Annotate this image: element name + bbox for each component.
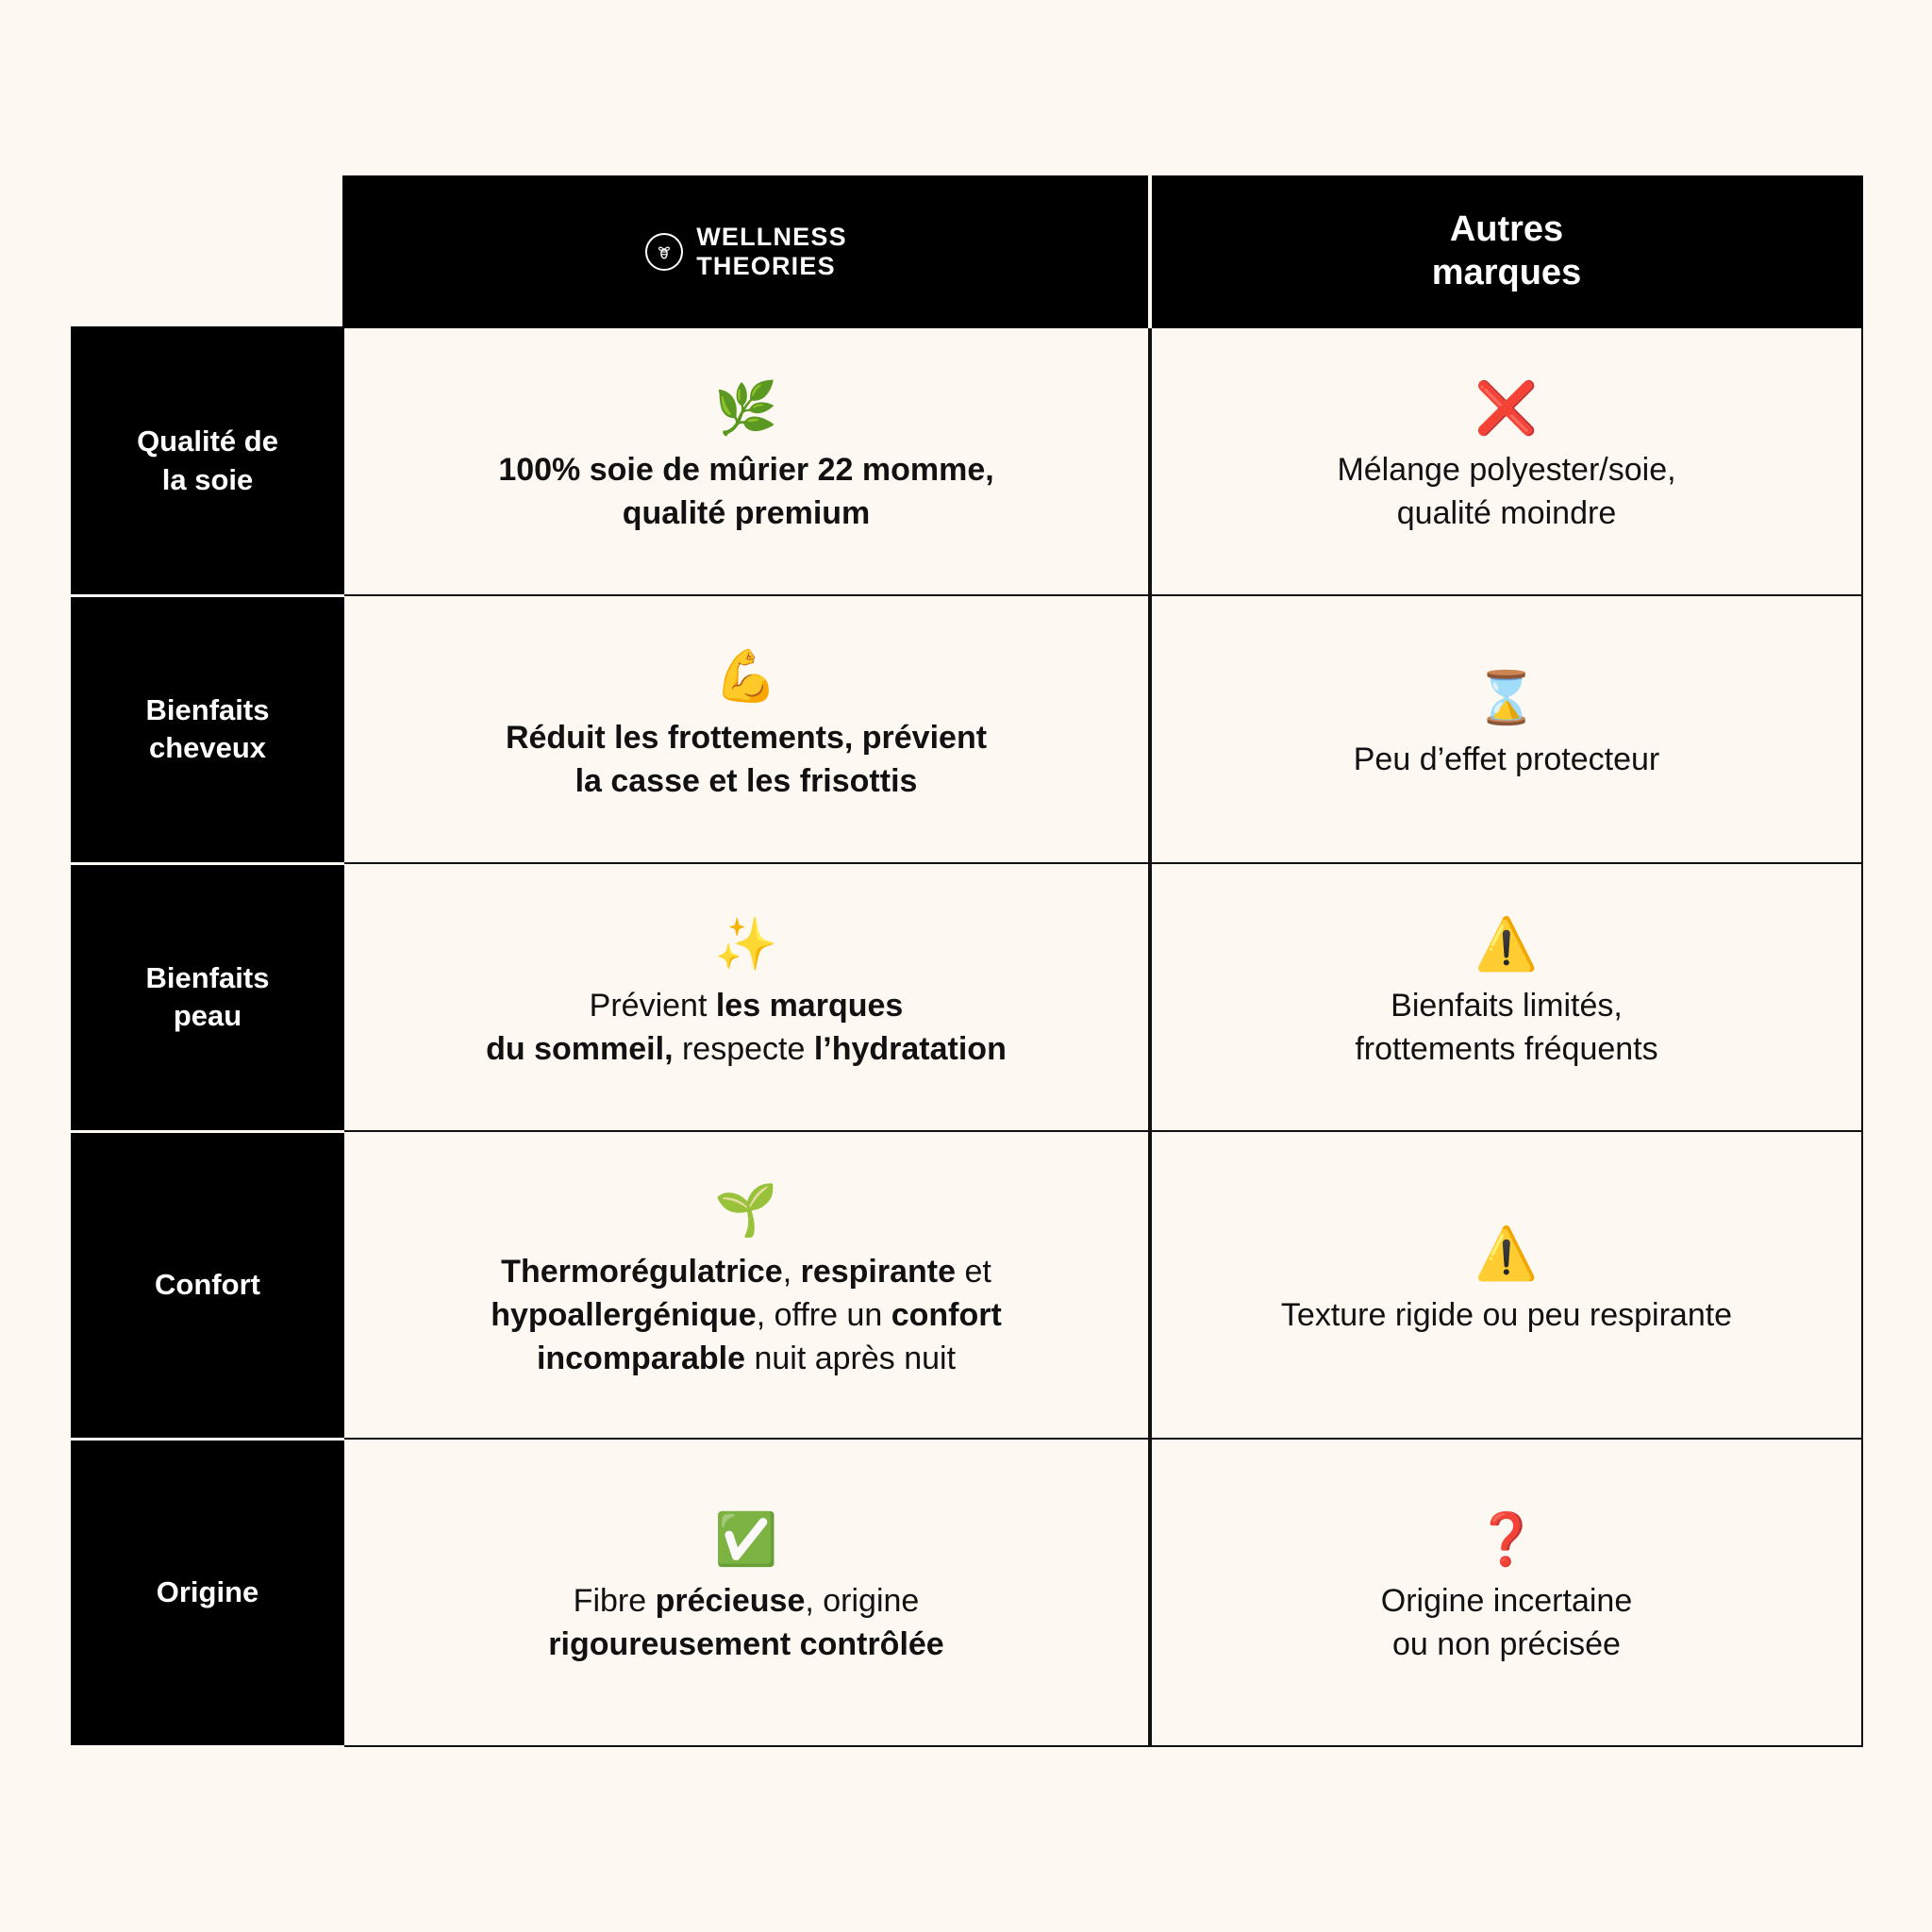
other-cell-bienfaits-peau xyxy=(1150,863,1862,1131)
brand-cell-bienfaits-peau xyxy=(343,863,1150,1131)
brand-name xyxy=(696,223,847,282)
brand-cell-text: Réduit les frottements, prévient la casse et les frisottis xyxy=(505,720,988,799)
seedling-icon: 🌱 xyxy=(714,1182,778,1240)
row-label-line1: Origine xyxy=(156,1574,259,1608)
comparison-table xyxy=(71,175,1863,1748)
row-label-bienfaits-cheveux xyxy=(72,595,343,863)
other-cell-text: Bienfaits limités, frottements fréquents xyxy=(1355,988,1658,1067)
other-cell-qualite-de-la-soie xyxy=(1150,327,1862,595)
sparkles-icon: ✨ xyxy=(714,916,778,974)
other-cell-text: Origine incertaine ou non précisée xyxy=(1380,1583,1633,1662)
other-cell-confort xyxy=(1150,1131,1862,1439)
brand-cell-text: Fibre précieuse, origine rigoureusement contrôlée xyxy=(548,1583,944,1662)
header-empty-cell xyxy=(72,176,343,327)
row-label-qualite-de-la-soie xyxy=(72,327,343,595)
table-row xyxy=(72,1131,1862,1439)
brand-cell-origine xyxy=(343,1439,1150,1746)
brand-cell-bienfaits-cheveux xyxy=(343,595,1150,863)
comparison-table-wrapper xyxy=(71,175,1861,1734)
flexed-biceps-icon: 💪 xyxy=(714,648,778,706)
row-label-line2: peau xyxy=(173,999,242,1032)
brand-cell-qualite-de-la-soie xyxy=(343,327,1150,595)
table-row xyxy=(72,863,1862,1131)
brand-cell-text: 100% soie de mûrier 22 momme, qualité premium xyxy=(498,452,994,531)
hourglass-icon: ⌛ xyxy=(1474,670,1539,727)
bee-logo-icon xyxy=(645,233,683,271)
header-brand-cell xyxy=(343,176,1150,327)
table-header-row xyxy=(72,176,1862,327)
brand-lockup xyxy=(344,223,1148,282)
row-label-line1: Qualité de xyxy=(137,425,278,458)
brand-cell-text: Prévient les marques du sommeil, respecte l’hydratation xyxy=(486,988,1007,1067)
other-cell-text: Texture rigide ou peu respirante xyxy=(1280,1297,1733,1334)
header-other-cell xyxy=(1150,176,1862,327)
row-label-line2: la soie xyxy=(161,462,254,496)
other-cell-text: Mélange polyester/soie, qualité moindre xyxy=(1337,452,1676,531)
brand-cell-confort xyxy=(343,1131,1150,1439)
row-label-bienfaits-peau xyxy=(72,863,343,1131)
red-question-mark-icon: ❓ xyxy=(1474,1511,1539,1569)
table-row xyxy=(72,1439,1862,1746)
table-row xyxy=(72,327,1862,595)
herb-leaf-icon: 🌿 xyxy=(714,380,778,438)
warning-triangle-icon: ⚠️ xyxy=(1474,1225,1539,1283)
other-brands-line1: Autres xyxy=(1449,209,1564,250)
other-cell-text: Peu d’effet protecteur xyxy=(1353,741,1660,778)
green-check-mark-icon: ✅ xyxy=(714,1511,778,1569)
brand-name-line1: WELLNESS xyxy=(696,222,847,251)
row-label-line1: Confort xyxy=(155,1267,260,1301)
other-cell-bienfaits-cheveux xyxy=(1150,595,1862,863)
row-label-line1: Bienfaits xyxy=(145,960,270,994)
brand-name-line2: THEORIES xyxy=(696,252,836,280)
red-cross-mark-icon: ❌ xyxy=(1474,380,1539,438)
row-label-line1: Bienfaits xyxy=(145,692,270,726)
warning-triangle-icon: ⚠️ xyxy=(1474,916,1539,974)
other-cell-origine xyxy=(1150,1439,1862,1746)
other-brands-title xyxy=(1152,208,1861,294)
brand-cell-text: Thermorégulatrice, respirante et hypoallergénique, offre un confort incomparable nuit après nuit xyxy=(491,1254,1002,1376)
row-label-line2: cheveux xyxy=(148,731,267,764)
row-label-origine xyxy=(72,1439,343,1746)
table-row xyxy=(72,595,1862,863)
other-brands-line2: marques xyxy=(1431,253,1582,292)
row-label-confort xyxy=(72,1131,343,1439)
